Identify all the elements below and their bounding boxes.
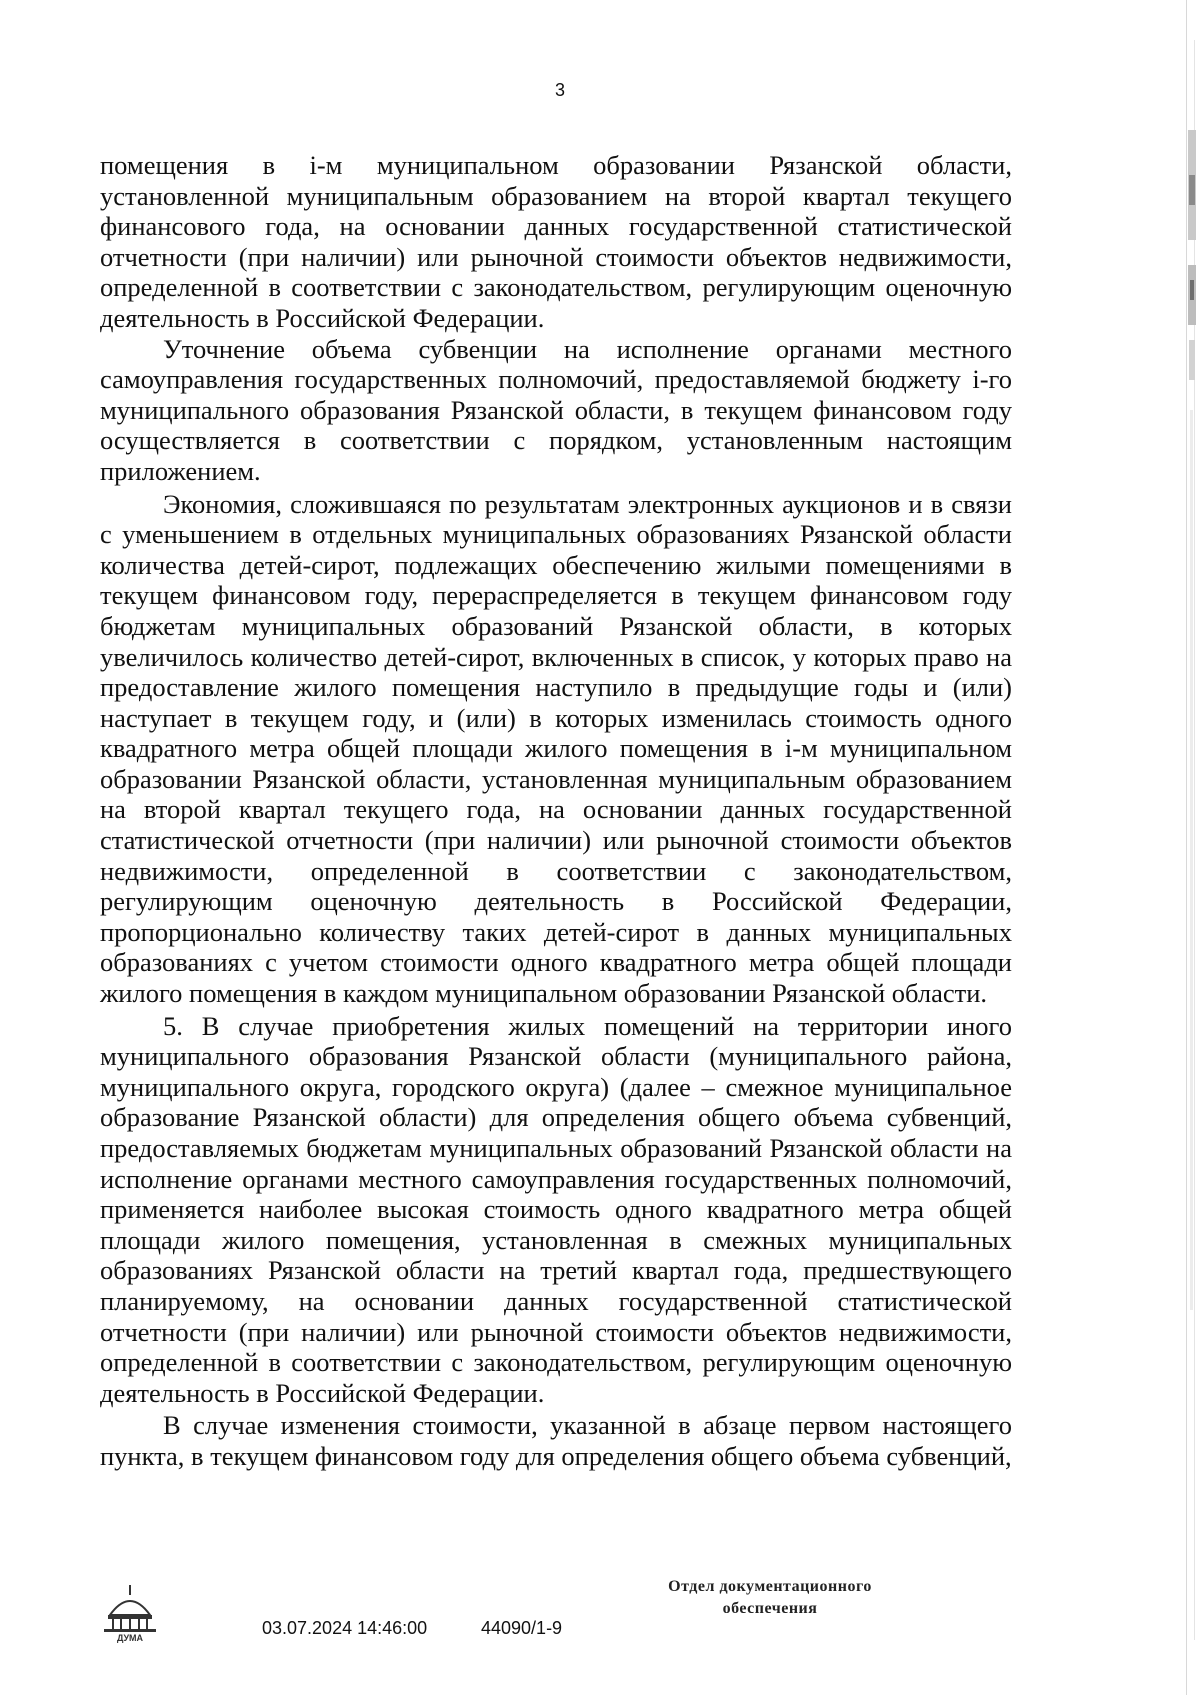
page-number: 3 bbox=[554, 80, 565, 100]
stamp-line-1: Отдел документационного bbox=[668, 1578, 872, 1595]
document-body bbox=[100, 150, 1012, 1472]
paragraph-savings-redistribution: Экономия, сложившаяся по результатам электронных аукционов и в связи с уменьшением в отдельных муниципальных образованиях Рязанской области количества детей-сирот, подлежащих обеспечению жилыми помещениями в текущем финансовом году, перераспределяется в текущем финансовом году бюджетам муниципальных образований Рязанской области, в которых увеличилось количество детей-сирот, включенных в список, у которых право на предоставление жилого помещения наступило в предыдущие годы и (или) наступает в текущем году, и (или) в которых изменилась стоимость одного квадратного метра общей площади жилого помещения в i-м муниципальном образовании Рязанской области, установленная муниципальным образованием на второй квартал текущего года, на основании данных государственной статистической отчетности (при наличии) или рыночной стоимости объектов недвижимости, определенной в соответствии с законодательством, регулирующим оценочную деятельность в Российской Федерации, пропорционально количеству таких детей-сирот в данных муниципальных образованиях с учетом стоимости одного квадратного метра общей площади жилого помещения в каждом муниципальном образовании Рязанской области. bbox=[100, 488, 1012, 1009]
paragraph-subvention-adjustment: Уточнение объема субвенции на исполнение органами местного самоуправления государственных полномочий, предоставляемой бюджету i-го муниципального образования Рязанской области, в текущем финансовом году осуществляется в соответствии с порядком, установленным настоящим приложением. bbox=[100, 333, 1012, 486]
scan-edge-artifact bbox=[1114, 0, 1200, 1695]
paragraph-continuation: помещения в i-м муниципальном образовании Рязанской области, установленной муниципальным образованием на второй квартал текущего финансового года, на основании данных государственной статистической отчетности (при наличии) или рыночной стоимости объектов недвижимости, определенной в соответствии с законодательством, регулирующим оценочную деятельность в Российской Федерации. bbox=[100, 150, 1012, 333]
footer-datetime: 03.07.2024 14:46:00 bbox=[262, 1618, 428, 1638]
svg-text:ДУМА: ДУМА bbox=[116, 1633, 144, 1643]
paragraph-cost-change: В случае изменения стоимости, указанной в абзаце первом настоящего пункта, в текущем финансовом году для определения общего объема субвенций, bbox=[100, 1410, 1012, 1471]
paragraph-item-5: 5. В случае приобретения жилых помещений на территории иного муниципального образования Рязанской области (муниципального района, муниципального округа, городского округа) (далее – смежное муниципальное образование Рязанской области) для определения общего объема субвенций, предоставляемых бюджетам муниципальных образований Рязанской области на исполнение органами местного самоуправления государственных полномочий, применяется наиболее высокая стоимость одного квадратного метра общей площади жилого помещения, установленная в смежных муниципальных образованиях Рязанской области на третий квартал года, предшествующего планируемому, на основании данных государственной статистической отчетности (при наличии) или рыночной стоимости объектов недвижимости, определенной в соответствии с законодательством, регулирующим оценочную деятельность в Российской Федерации. bbox=[100, 1010, 1012, 1408]
footer-registration-number: 44090/1-9 bbox=[481, 1618, 563, 1638]
department-stamp bbox=[610, 1576, 930, 1620]
duma-logo bbox=[100, 1577, 160, 1643]
stamp-line-2: обеспечения bbox=[722, 1600, 818, 1617]
